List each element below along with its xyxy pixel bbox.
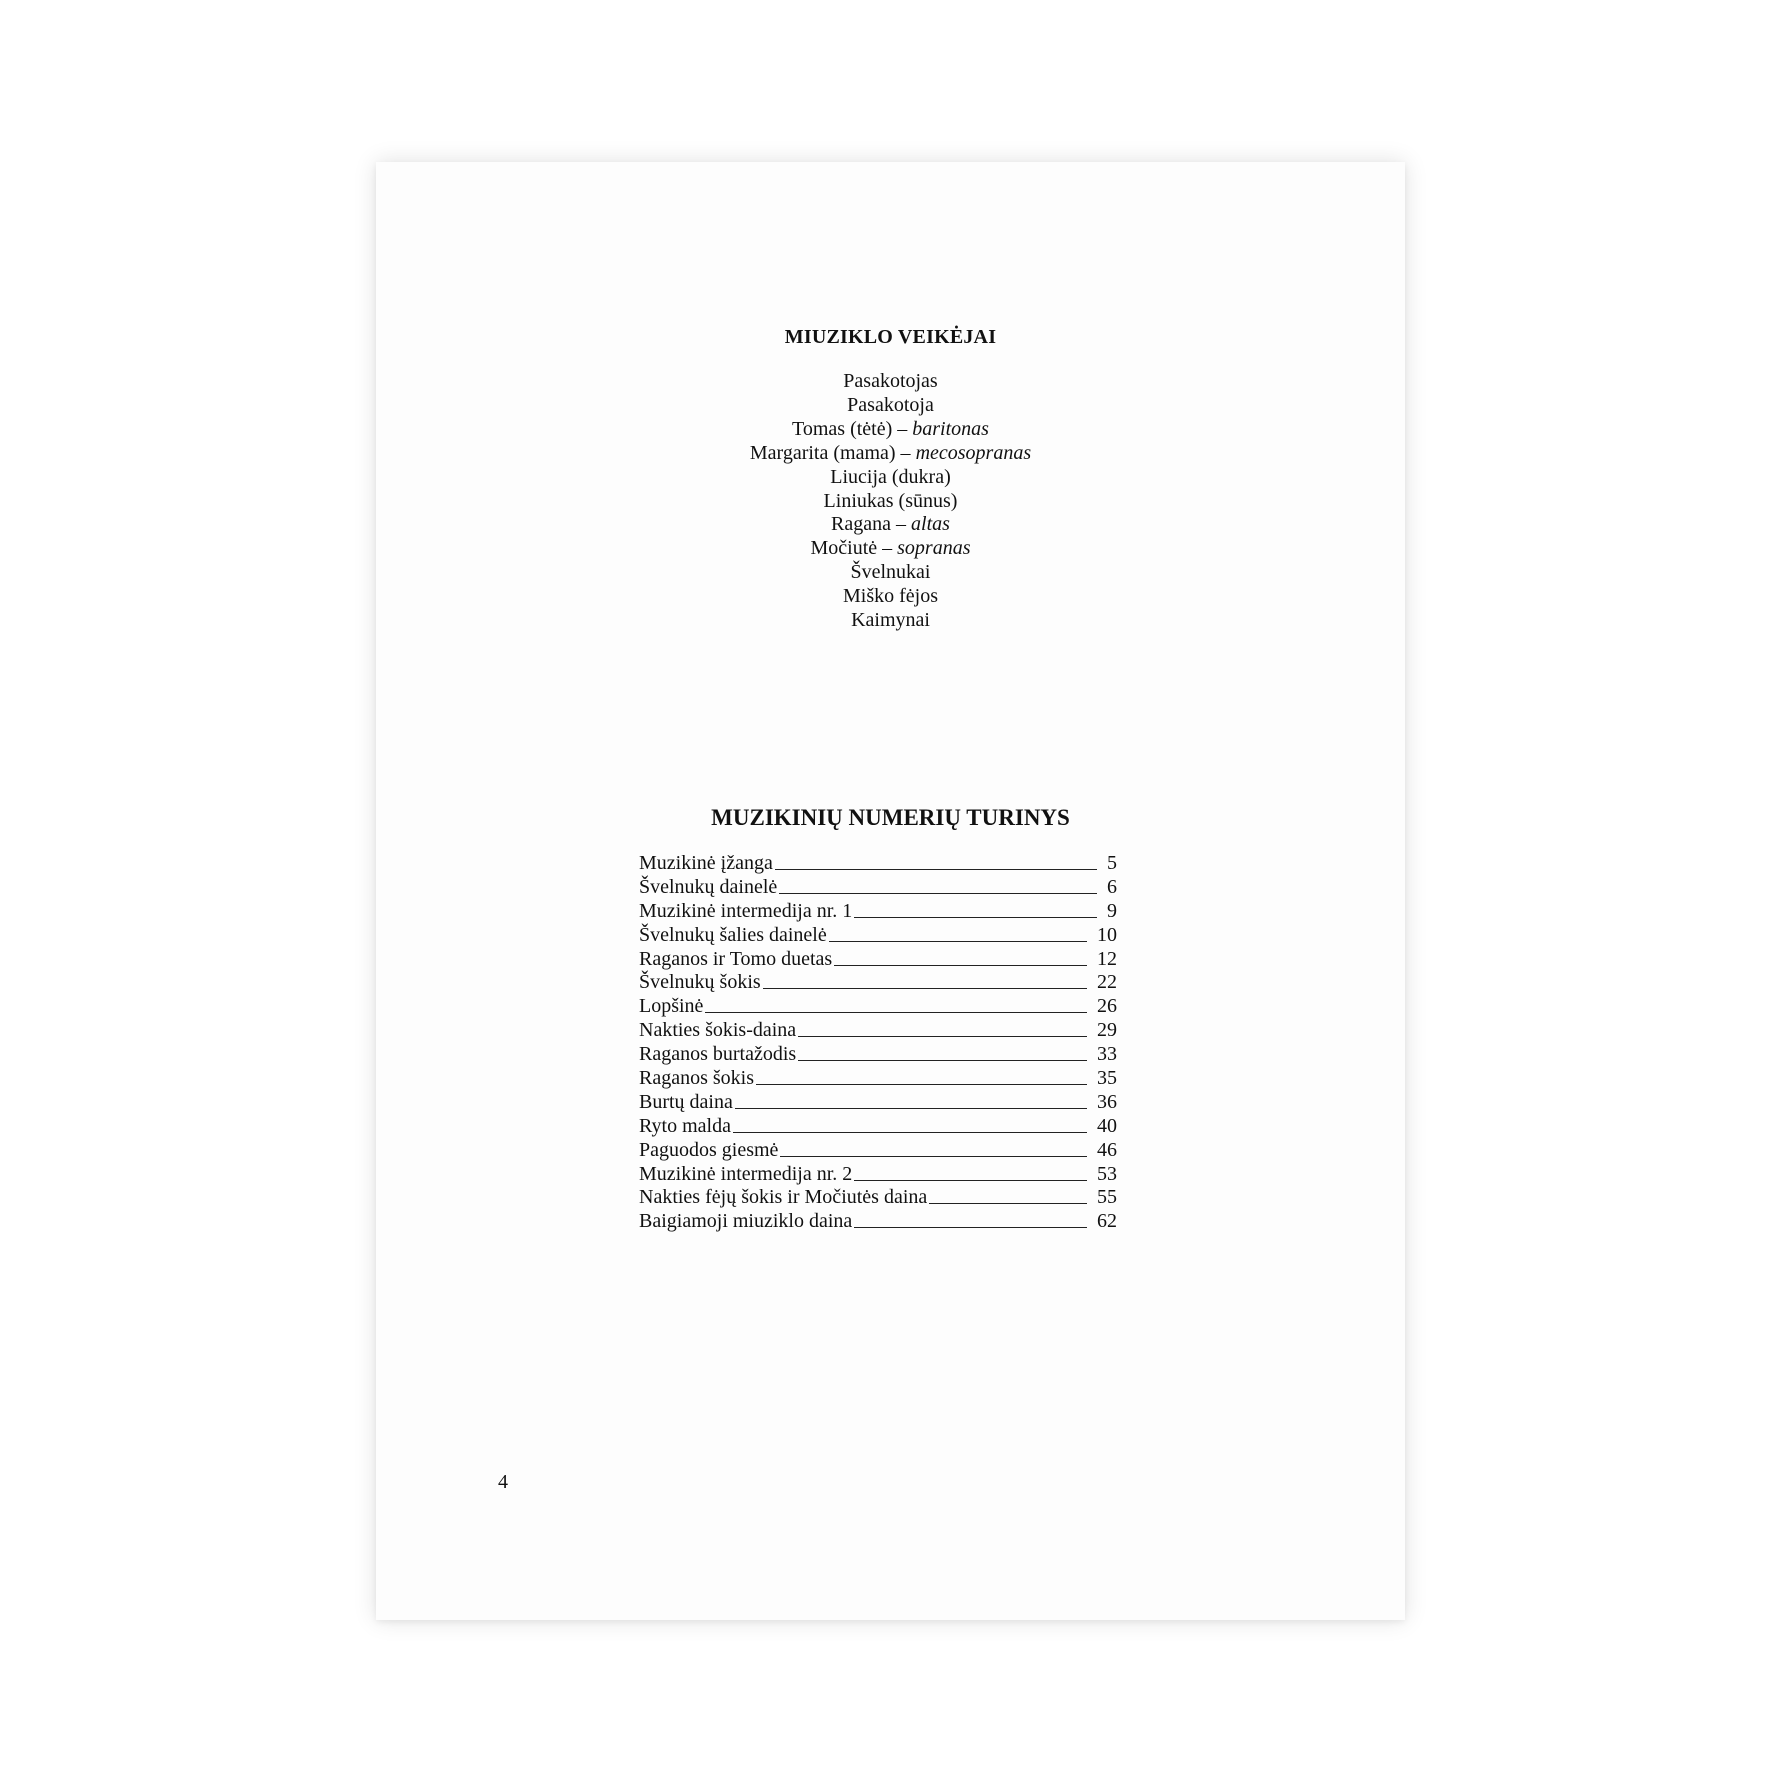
toc-title: MUZIKINIŲ NUMERIŲ TURINYS <box>711 805 1070 830</box>
toc-entry-page: 33 <box>1097 1043 1117 1066</box>
toc-leader-line <box>854 1227 1087 1228</box>
toc-leader-line <box>733 1132 1087 1133</box>
toc-entry <box>639 1115 1117 1139</box>
toc-entry-page: 5 <box>1107 852 1117 874</box>
toc-leader-line <box>829 941 1087 942</box>
toc-entry-page: 55 <box>1097 1186 1117 1209</box>
toc-entry-page: 10 <box>1097 923 1117 946</box>
cast-item <box>376 490 1405 514</box>
cast-item <box>376 370 1405 394</box>
toc-leader-line <box>929 1203 1087 1204</box>
voice-type: mecosopranas <box>915 441 1032 464</box>
toc-entry-label: Nakties šokis-daina <box>639 1019 797 1042</box>
toc-leader-line <box>775 869 1097 870</box>
toc-entry <box>639 1163 1117 1187</box>
toc-entry-label: Raganos šokis <box>639 1067 754 1090</box>
cast-list <box>376 370 1405 633</box>
cast-item <box>376 513 1405 537</box>
toc-entry <box>639 1091 1117 1115</box>
toc-entry <box>639 1186 1117 1210</box>
cast-item <box>376 537 1405 561</box>
toc-entry <box>639 876 1117 900</box>
toc-entry <box>639 995 1117 1019</box>
character-name: Pasakotoja <box>847 393 934 416</box>
cast-item <box>376 394 1405 418</box>
toc-leader-line <box>798 1036 1087 1037</box>
toc-entry-page: 6 <box>1107 875 1117 898</box>
toc-entry-label: Švelnukų šokis <box>639 971 761 994</box>
cast-item <box>376 466 1405 490</box>
character-name: Močiutė – <box>810 537 898 560</box>
toc-entry-page: 35 <box>1097 1067 1117 1090</box>
toc-entry <box>639 900 1117 924</box>
toc-entry <box>639 1067 1117 1091</box>
document-page <box>376 162 1405 1620</box>
cast-item <box>376 561 1405 585</box>
page-number: 4 <box>498 1471 508 1493</box>
character-name: Švelnukai <box>850 561 931 584</box>
toc-entry-label: Burtų daina <box>639 1090 733 1113</box>
toc-leader-line <box>763 988 1087 989</box>
toc-leader-line <box>735 1108 1087 1109</box>
toc-entry-page: 53 <box>1097 1162 1117 1185</box>
toc-entry-label: Ryto malda <box>639 1114 731 1137</box>
toc-entry-label: Lopšinė <box>639 995 704 1018</box>
cast-title: MIUZIKLO VEIKĖJAI <box>784 326 997 348</box>
toc-entry <box>639 1139 1117 1163</box>
cast-item <box>376 585 1405 609</box>
toc-leader-line <box>798 1060 1087 1061</box>
toc-entry-label: Muzikinė intermedija nr. 2 <box>639 1162 853 1185</box>
toc-leader-line <box>854 1180 1087 1181</box>
toc-entry <box>639 852 1117 876</box>
toc-entry-page: 22 <box>1097 971 1117 994</box>
character-name: Tomas (tėtė) – <box>792 417 913 440</box>
toc-entry-label: Paguodos giesmė <box>639 1138 779 1161</box>
toc-entry <box>639 1043 1117 1067</box>
cast-item <box>376 418 1405 442</box>
toc-entry-page: 62 <box>1097 1210 1117 1233</box>
voice-type: altas <box>911 513 950 536</box>
voice-type: sopranas <box>897 537 971 560</box>
character-name: Ragana – <box>831 513 912 536</box>
toc-entry-label: Baigiamoji miuziklo daina <box>639 1210 853 1233</box>
toc-entry <box>639 1210 1117 1234</box>
character-name: Liniukas (sūnus) <box>823 489 958 512</box>
character-name: Liucija (dukra) <box>830 465 951 488</box>
toc-entry-label: Raganos burtažodis <box>639 1043 797 1066</box>
character-name: Kaimynai <box>851 609 930 632</box>
toc-list <box>639 852 1117 1234</box>
toc-leader-line <box>705 1012 1087 1013</box>
toc-entry-page: 12 <box>1097 947 1117 970</box>
character-name: Margarita (mama) – <box>749 441 916 464</box>
toc-entry-page: 46 <box>1097 1138 1117 1161</box>
toc-leader-line <box>854 917 1097 918</box>
character-name: Miško fėjos <box>843 585 938 608</box>
toc-entry-page: 26 <box>1097 995 1117 1018</box>
cast-item <box>376 442 1405 466</box>
toc-entry-page: 29 <box>1097 1019 1117 1042</box>
toc-entry-label: Nakties fėjų šokis ir Močiutės daina <box>639 1186 928 1209</box>
toc-leader-line <box>779 893 1097 894</box>
cast-item <box>376 609 1405 633</box>
voice-type: baritonas <box>912 417 989 440</box>
toc-leader-line <box>756 1084 1087 1085</box>
toc-entry-page: 40 <box>1097 1114 1117 1137</box>
toc-entry <box>639 924 1117 948</box>
toc-entry-label: Švelnukų šalies dainelė <box>639 923 827 946</box>
toc-entry <box>639 971 1117 995</box>
character-name: Pasakotojas <box>843 370 938 392</box>
toc-entry <box>639 1019 1117 1043</box>
toc-entry-page: 9 <box>1107 899 1117 922</box>
toc-leader-line <box>834 965 1087 966</box>
toc-entry-label: Raganos ir Tomo duetas <box>639 947 833 970</box>
toc-entry-label: Švelnukų dainelė <box>639 875 778 898</box>
toc-entry <box>639 948 1117 972</box>
toc-entry-label: Muzikinė intermedija nr. 1 <box>639 899 853 922</box>
toc-leader-line <box>780 1156 1087 1157</box>
toc-entry-page: 36 <box>1097 1090 1117 1113</box>
toc-entry-label: Muzikinė įžanga <box>639 852 773 874</box>
